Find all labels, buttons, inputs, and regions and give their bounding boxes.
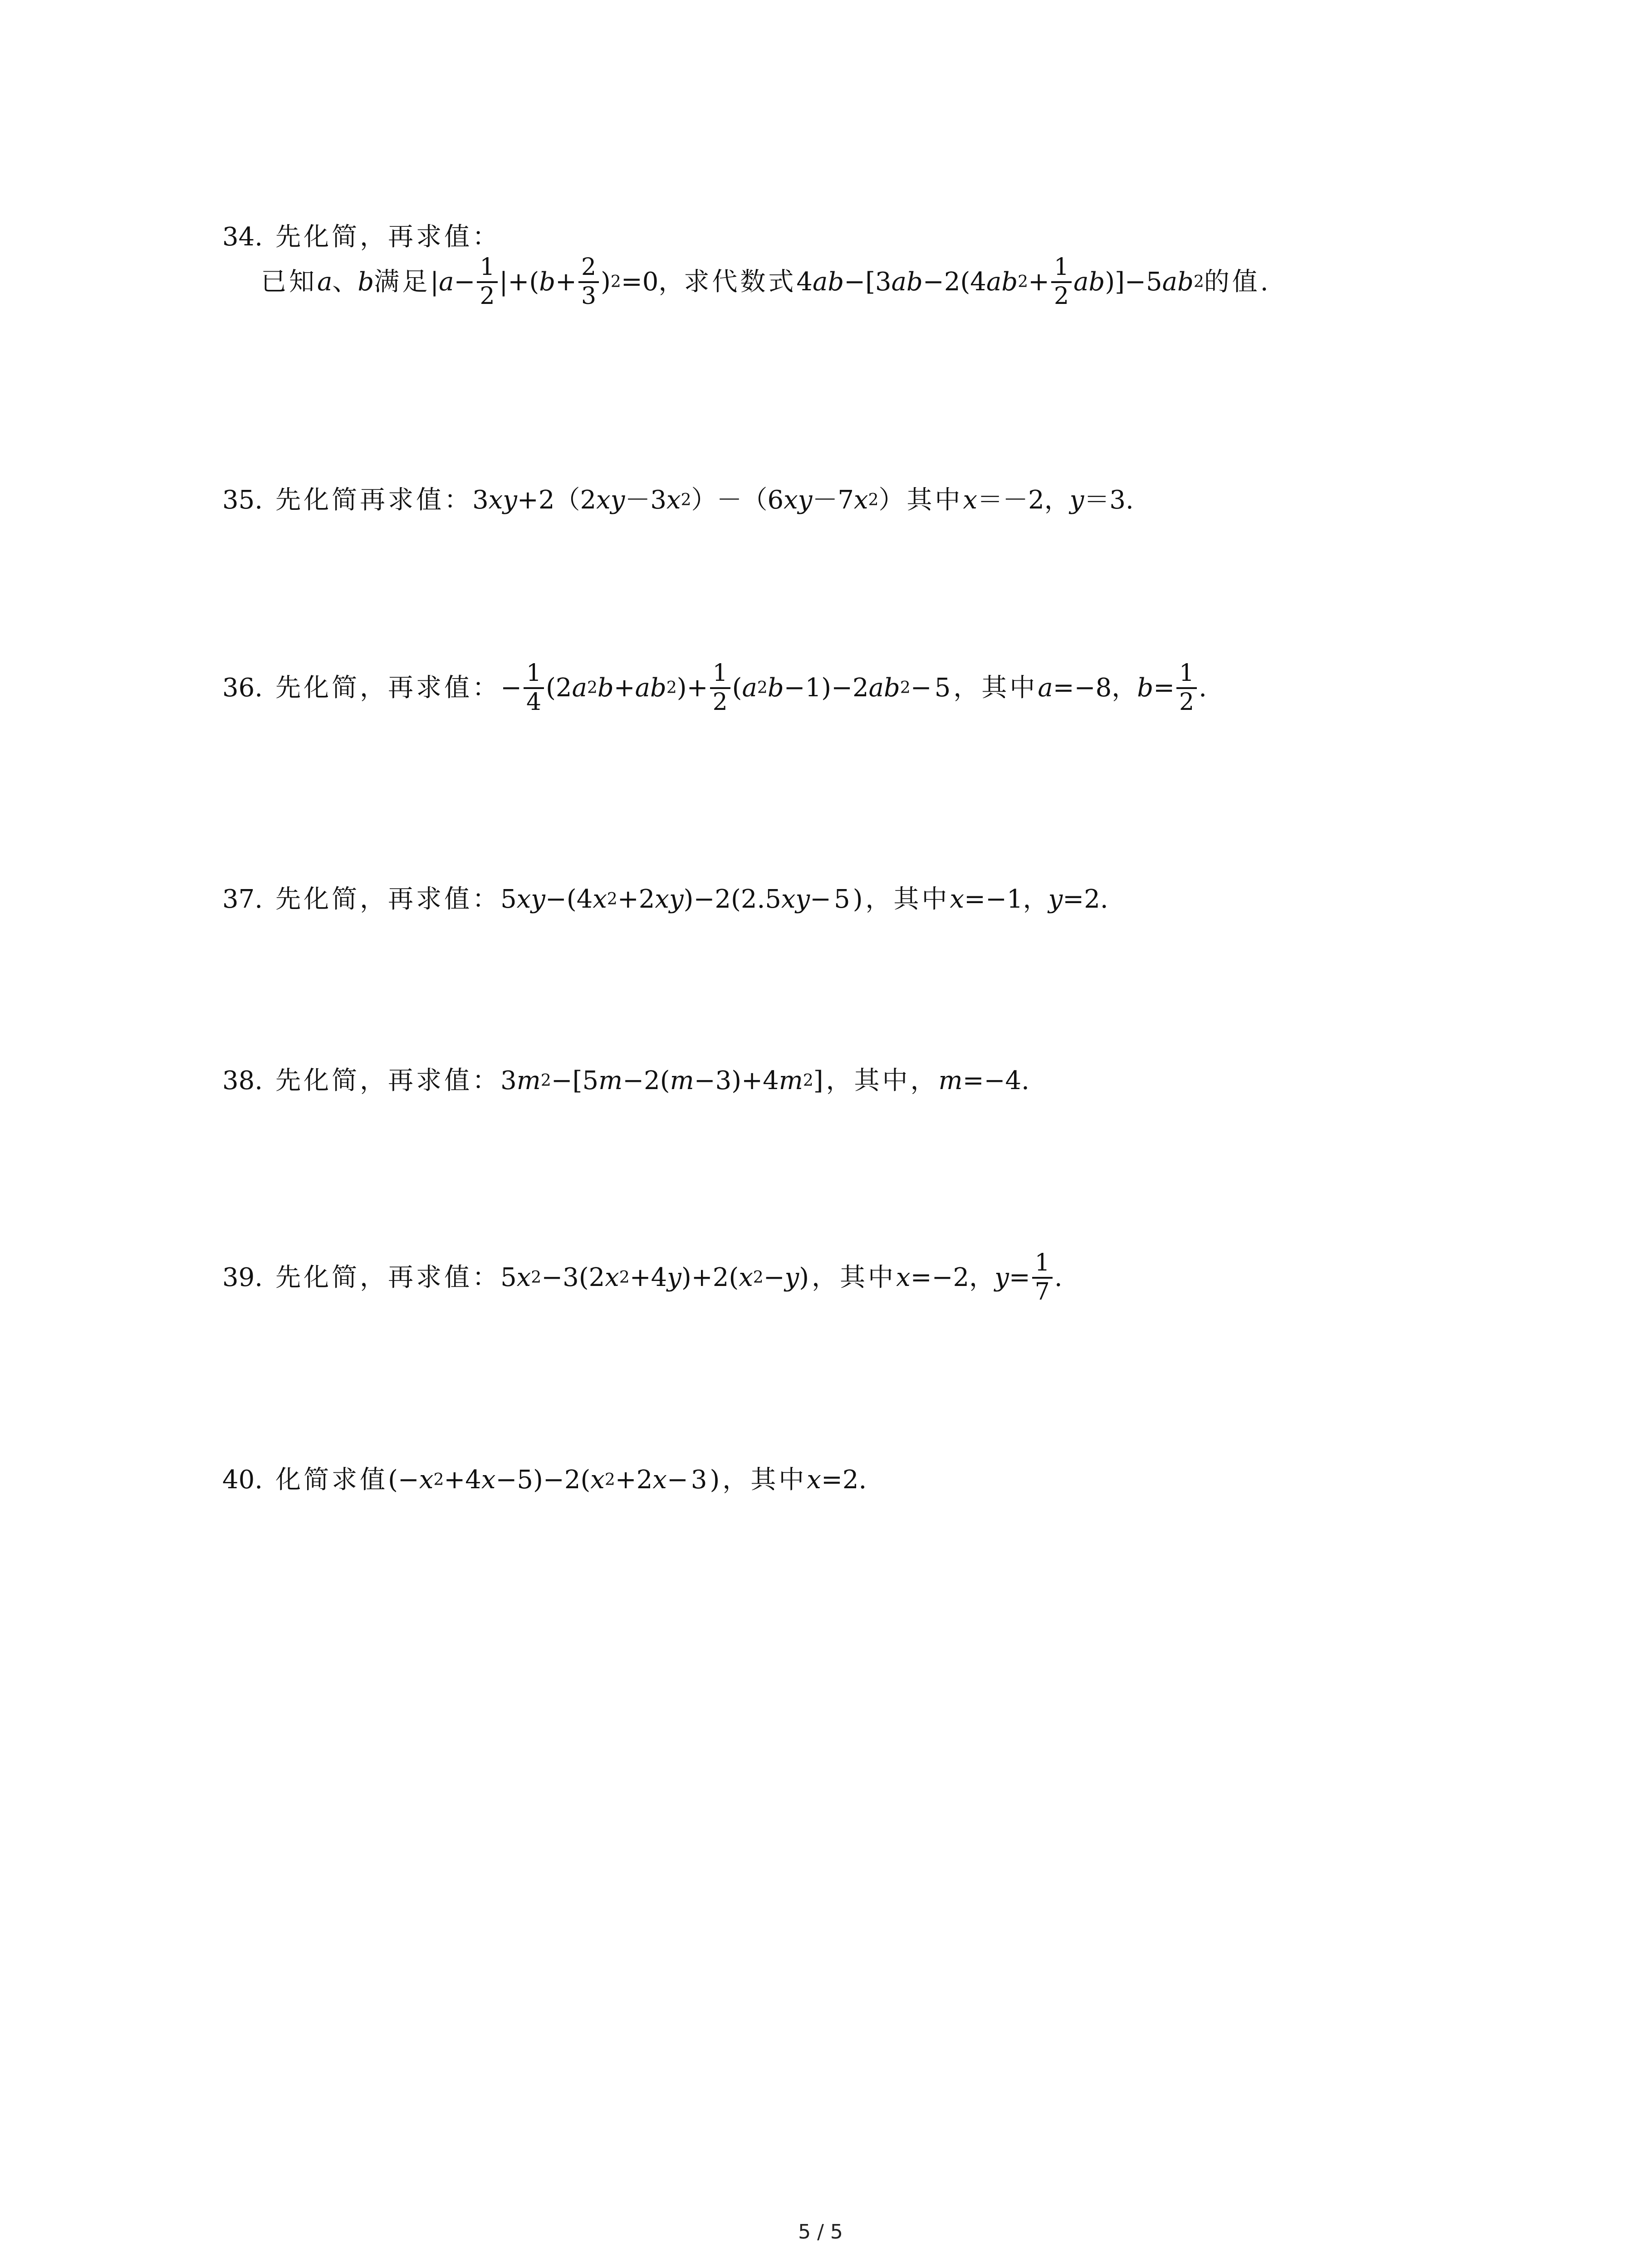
problem-40: 40. 化简求值 (− x 2 +4 x −5)−2( x 2 +2 x −3)，其中 x =2. <box>222 1465 867 1495</box>
fraction-one-half: $\frac{1}{2}$ <box>1051 254 1072 310</box>
problem-35: 35. 先化简再求值： 3 xy +2（2 xy －3 x 2 ）－（6 xy －7 x 2 ）其中 x ＝－2， y ＝3. <box>222 485 1134 515</box>
fraction-one-half: $\frac{1}{2}$ <box>1176 660 1197 716</box>
page-number: 5 / 5 <box>798 2220 843 2244</box>
problem-38: 38. 先化简，再求值： 3 m 2 −[5 m −2( m −3)+4 m 2 ]，其中， m =−4. <box>222 1066 1029 1095</box>
problem-number: 34. <box>222 222 263 252</box>
fraction-two-thirds: $\frac{2}{3}$ <box>578 254 599 310</box>
fraction-one-quarter: $\frac{1}{4}$ <box>524 660 544 716</box>
problem-36: 36. 先化简，再求值： − $\frac{1}{4}$ (2 a 2 b + ab 2 )+ $\frac{1}{2}$ ( a 2 b −1)−2 ab 2 −5，其中 a =−8， b = $\frac{1}{2}$ . <box>222 660 1207 716</box>
problem-34-condition: 已知 a 、 b 满足 | a − $\frac{1}{2}$ | + ( b + $\frac{2}{3}$ ) 2 =0， 求代数式 4 ab −[3 ab −2(4 ab 2 + $\frac{1}{2}$ ab )]−5 ab 2 的值. <box>261 254 1271 310</box>
problem-37: 37. 先化简，再求值： 5 xy −(4 x 2 +2 xy )−2(2.5 xy −5)，其中 x =−1， y =2. <box>222 885 1108 914</box>
problem-34 <box>222 222 501 252</box>
fraction-one-half: $\frac{1}{2}$ <box>710 660 730 716</box>
problem-39: 39. 先化简，再求值： 5 x 2 −3(2 x 2 +4 y )+2( x 2 − y )，其中 x =−2， y = $\frac{1}{7}$ . <box>222 1249 1063 1305</box>
problem-intro: 先化简，再求值： <box>275 222 501 252</box>
fraction-one-seventh: $\frac{1}{7}$ <box>1032 1250 1053 1306</box>
fraction-one-half: $\frac{1}{2}$ <box>477 254 497 310</box>
